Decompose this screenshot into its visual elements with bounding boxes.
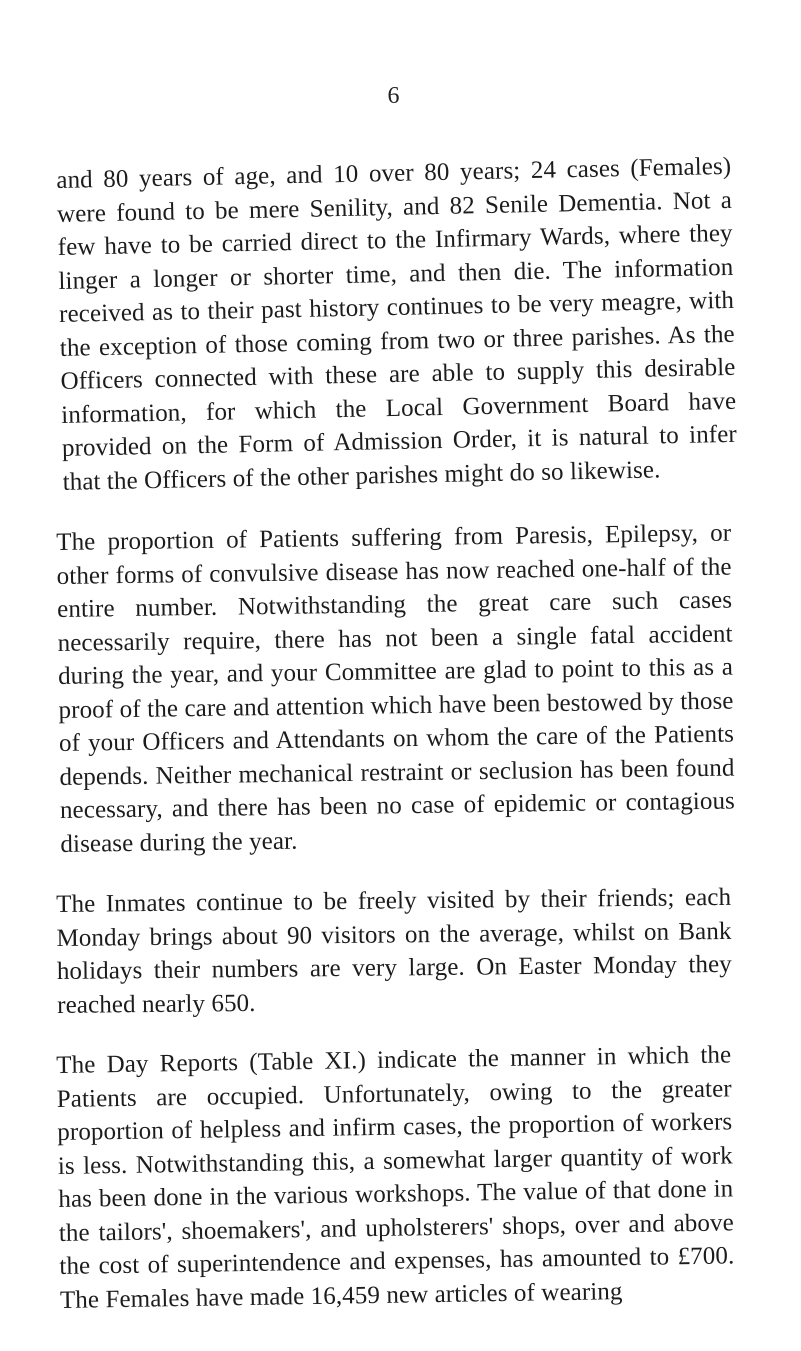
paragraph-admissions: and 80 years of age, and 10 over 80 years; 24 cases (Females) were found to be mere Senility, and 82 Senile Dementia. Not a few have to be carried direct to the Infirmary Wards, where they linger a longer or shorter time, and then die. The information received as to their past history continues to be very meagre, with the exception of those coming from two or three parishes. As the Officers connected with these are able to supply this desirable information, for which the Local Government Board have provided on the Form of Admission Order, it is natural to infer that the Officers of the other parishes might do so likewise. bbox=[56, 152, 738, 496]
paragraph-day-reports: The Day Reports (Table XI.) indicate the manner in which the Patients are occupied. Unfortunately, owing to the greater proportion of helpless and infirm cases, the proportion of workers is less. Notwithstanding this, a somewhat larger quantity of work has been done in the various workshops. The value of that done in the tailors', shoemakers', and upholsterers' shops, over and above the cost of superintendence and expenses, has amounted to £700. The Females have made 16,459 new articles of wearing bbox=[56, 1041, 735, 1314]
paragraph-visitors: The Inmates continue to be freely visited by their friends; each Monday brings about 90 visitors on the average, whilst on Bank holidays their numbers are very large. On Easter Monday they reached nearly 650. bbox=[56, 883, 732, 1019]
page-number: 6 bbox=[387, 83, 400, 109]
paragraph-convulsive-disease: The proportion of Patients suffering from Paresis, Epilepsy, or other forms of convulsive disease has now reached one-half of the entire number. Notwithstanding the great care such cases necessarily require, there has not been a single fatal accident during the year, and your Committee are glad to point to this as a proof of the care and attention which have been bestowed by those of your Officers and Attendants on whom the care of the Patients depends. Neither mechanical restraint or seclusion has been found necessary, and there has been no case of epidemic or contagious disease during the year. bbox=[56, 519, 736, 858]
